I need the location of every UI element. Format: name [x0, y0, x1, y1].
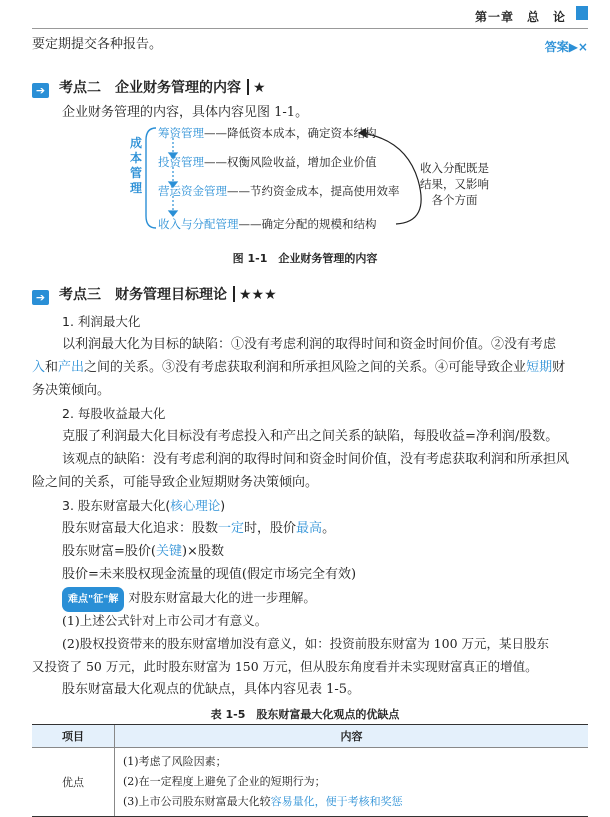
topic-2-desc: 企业财务管理的内容，具体内容见图 1-1。	[62, 105, 309, 120]
s3-line4: 股东财富最大化观点的优缺点，具体内容见表 1-5。	[62, 682, 361, 697]
arrow-right-icon: ➔	[32, 290, 49, 305]
s2-para1: 克服了利润最大化目标没有考虑投入和产出之间关系的缺陷，每股收益=净利润/股数。	[62, 429, 559, 444]
table-row	[32, 748, 588, 817]
list-item: (1)考虑了风险因素；	[123, 755, 227, 768]
topic-2-title: 考点二 企业财务管理的内容	[59, 80, 241, 96]
chapter-marker	[576, 6, 588, 20]
chapter-title: 第一章 总 论	[474, 10, 566, 24]
note-1: (1)上述公式针对上市公司才有意义。	[62, 613, 268, 628]
s2-heading: 2. 每股收益最大化	[62, 406, 166, 421]
topic-3-stars: ★★★	[239, 287, 277, 303]
answer-toggle[interactable]: 答案▶×	[544, 40, 588, 54]
bracket-line	[146, 128, 156, 228]
s3-line3: 股价=未来股权现金流量的现值(假定市场完全有效)	[62, 567, 357, 582]
col-header-content: 内容	[115, 725, 589, 748]
table-caption: 表 1-5 股东财富最大化观点的优缺点	[210, 708, 400, 721]
note-2-line1: (2)股权投资带来的股东财富增加没有意义，如：投资前股东财富为 100 万元，某日股东	[62, 636, 550, 651]
flow-arrows	[169, 138, 177, 216]
intro-line: 要定期提交各种报告。	[32, 37, 163, 52]
s3-line2: 股东财富=股价(关键)×股数	[62, 544, 224, 559]
s1-heading: 1. 利润最大化	[62, 314, 141, 329]
fig-row-working-capital: 营运资金管理——节约资金成本，提高使用效率	[158, 184, 400, 198]
divider	[233, 286, 235, 302]
fig-right-note: 收入分配既是 结果，又影响 各个方面	[420, 161, 489, 207]
table-header-row	[32, 725, 588, 748]
fig-row-distribution: 收入与分配管理——确定分配的规模和结构	[158, 217, 377, 231]
fig-row-investment: 投资管理——权衡风险收益，增加企业价值	[158, 155, 377, 169]
s3-line1: 股东财富最大化追求：股数一定时，股价最高。	[62, 521, 336, 536]
s1-para-line3: 务决策倾向。	[32, 383, 111, 398]
topic-3-heading	[32, 284, 277, 305]
divider	[247, 79, 249, 95]
topic-2-stars: ★	[253, 80, 266, 96]
s2-para2-line1: 该观点的缺陷：没有考虑利润的取得时间和资金时间价值，没有考虑获取利润和所承担风	[62, 452, 570, 467]
s2-para2-line2: 险之间的关系，可能导致企业短期财务决策倾向。	[32, 475, 319, 490]
advantages-list	[115, 748, 589, 817]
difficulty-tip: 难点"征"解 对股东财富最大化的进一步理解。	[62, 586, 316, 612]
note-2-line2: 又投资了 50 万元，此时股东财富为 150 万元，但从股东角度看并未实现财富真正的增值。	[32, 659, 538, 674]
arrow-right-icon: ➔	[32, 83, 49, 98]
difficulty-badge: 难点"征"解	[62, 587, 124, 612]
topic-3-title: 考点三 财务管理目标理论	[59, 287, 227, 303]
cost-mgmt-label: 成 本 管 理	[130, 136, 143, 195]
col-header-item: 项目	[32, 725, 115, 748]
header-rule	[32, 28, 588, 29]
figure-caption: 图 1-1 企业财务管理的内容	[232, 252, 378, 265]
figure-1-1	[100, 120, 520, 238]
feedback-curve	[362, 133, 421, 224]
s1-para-line1: 以利润最大化为目标的缺陷：①没有考虑利润的取得时间和资金时间价值。②没有考虑	[62, 337, 557, 352]
row-label-advantages: 优点	[32, 748, 115, 817]
running-header	[0, 0, 610, 30]
fig-row-financing: 筹资管理——降低资本成本，确定资本结构	[158, 126, 377, 140]
s3-heading: 3. 股东财富最大化(核心理论)	[62, 498, 226, 513]
list-item: (2)在一定程度上避免了企业的短期行为；	[123, 775, 326, 788]
s1-para-line2: 入和产出之间的关系。③没有考虑获取利润和所承担风险之间的关系。④可能导致企业短期财	[32, 360, 566, 375]
advantages-table	[32, 724, 588, 817]
topic-2-heading	[32, 77, 266, 98]
list-item: (3)上市公司股东财富最大化较容易量化，便于考核和奖惩	[123, 795, 403, 808]
